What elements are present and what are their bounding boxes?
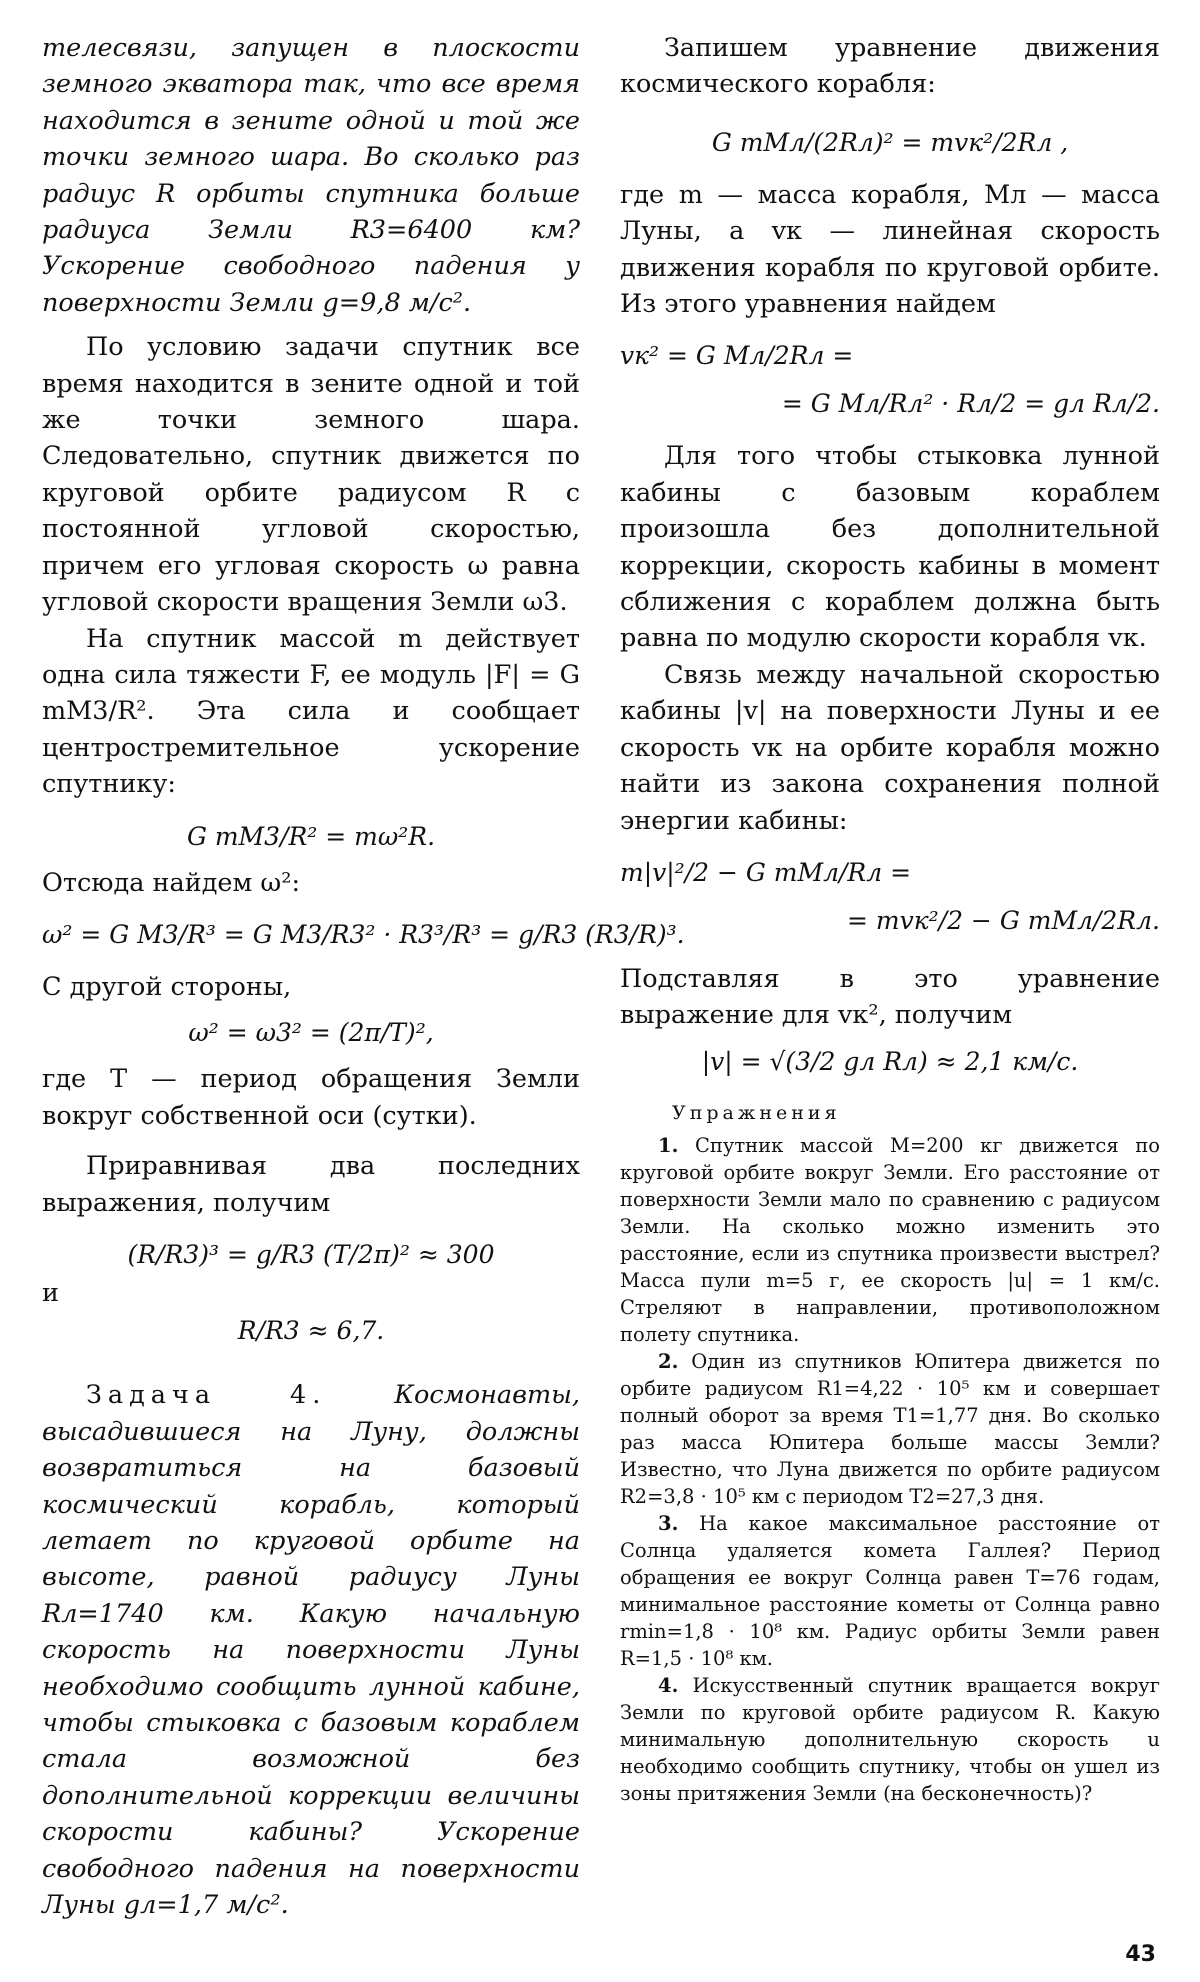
paragraph-docking: Для того чтобы стыковка лунной кабины с базовым кораблем произошла без дополнительной коррекции, скорость кабины в момент сближения с кораблем должна быть равна по модулю скорости корабля vк. bbox=[620, 441, 1160, 654]
paragraph-gravity-force: На спутник массой m действует одна сила тяжести F, ее модуль |F| = G mM3/R². Эта сила и сообщает центростремительное ускорение спутнику: bbox=[42, 623, 580, 800]
task4-text: Космонавты, высадившиеся на Луну, должны возвратиться на базовый космический корабль, который летает по круговой орбите на высоте, равной радиусу Луны Rл=1740 км. Какую начальную скорость на поверхности Луны необходимо сообщить лунной кабине, чтобы стыковка с базовым кораблем стала возможной без дополнительной коррекции величины скорости кабины? Ускорение свободного падения на поверхности Луны gл=1,7 м/с². bbox=[42, 1380, 580, 1921]
exercise-item bbox=[620, 1348, 1160, 1510]
text-period-definition: где T — период обращения Земли вокруг собственной оси (сутки). bbox=[42, 1064, 580, 1131]
exercise-number: 3. bbox=[658, 1511, 679, 1535]
exercise-text: Один из спутников Юпитера движется по орбите радиусом R1=4,22 · 10⁵ км и совершает полный оборот за время T1=1,77 дня. Во сколько раз масса Юпитера больше массы Земли? Известно, что Луна движется по орбите радиусом R2=3,8 · 10⁵ км с периодом T2=27,3 дня. bbox=[620, 1349, 1160, 1508]
equation-ratio-result: R/R3 ≈ 6,7. bbox=[237, 1316, 385, 1346]
text-substituting: Подставляя в это уравнение выражение для vк², получим bbox=[620, 963, 1160, 1031]
equation-orbital-speed-2: = G Mл/Rл² · Rл/2 = gл Rл/2. bbox=[781, 389, 1160, 419]
equation-ratio-cubed: (R/R3)³ = g/R3 (T/2π)² ≈ 300 bbox=[127, 1239, 495, 1269]
exercise-item bbox=[620, 1672, 1160, 1807]
text-write-equation: Запишем уравнение движения космического корабля: bbox=[620, 33, 1160, 100]
exercises-heading: Упражнения bbox=[672, 1101, 841, 1124]
equation-omega-period: ω² = ω3² = (2π/T)², bbox=[188, 1018, 434, 1048]
exercise-number: 2. bbox=[658, 1349, 679, 1373]
text-equating: Приравнивая два последних выражения, получим bbox=[42, 1151, 580, 1218]
equation-energy-1: m|v|²/2 − G mMл/Rл = bbox=[620, 857, 912, 887]
left-column bbox=[42, 30, 685, 1923]
exercise-list bbox=[620, 1132, 1160, 1807]
paragraph-satellite-zenith: По условию задачи спутник все время находится в зените одной и той же точки земного шара. Следовательно, спутник движется по круговой орбите радиусом R с постоянной угловой скоростью, причем его угловая скорость ω равна угловой скорости вращения Земли ω3. bbox=[42, 332, 580, 618]
problem3-tail: телесвязи, запущен в плоскости земного экватора так, что все время находится в зените одной и той же точки земного шара. Во сколько раз радиус R орбиты спутника больше радиуса Земли R3=6400 км? Ускорение свободного падения у поверхности Земли g=9,8 м/с². bbox=[42, 33, 580, 318]
exercise-item bbox=[620, 1510, 1160, 1672]
exercise-number: 4. bbox=[658, 1673, 679, 1697]
exercise-item bbox=[620, 1132, 1160, 1348]
text-from-here: Отсюда найдем ω²: bbox=[42, 867, 301, 898]
task4-paragraph bbox=[42, 1377, 580, 1923]
text-and: и bbox=[42, 1277, 59, 1308]
task4-label: Задача 4. bbox=[86, 1380, 327, 1411]
exercise-text: Искусственный спутник вращается вокруг Земли по круговой орбите радиусом R. Какую минимальную дополнительную скорость u необходимо сообщить спутнику, чтобы он ушел из зоны притяжения Земли (на бесконечность)? bbox=[620, 1673, 1160, 1805]
equation-final-speed: |v| = √(3/2 gл Rл) ≈ 2,1 км/с. bbox=[701, 1046, 1079, 1076]
equation-energy-2: = mvк²/2 − G mMл/2Rл. bbox=[846, 905, 1160, 935]
page-number: 43 bbox=[1125, 1942, 1156, 1967]
right-column bbox=[620, 30, 1160, 1807]
exercise-number: 1. bbox=[658, 1133, 679, 1157]
equation-omega-squared: ω² = G M3/R³ = G M3/R3² · R3³/R³ = g/R3 (R3/R)³. bbox=[42, 919, 685, 949]
equation-ship-motion: G mMл/(2Rл)² = mvк²/2Rл , bbox=[711, 127, 1069, 157]
text-mass-definitions: где m — масса корабля, Mл — масса Луны, а vк — линейная скорость движения корабля по круговой орбите. Из этого уравнения найдем bbox=[620, 179, 1160, 320]
paragraph-energy-link: Связь между начальной скоростью кабины |v| на поверхности Луны и ее скорость vк на орбите корабля можно найти из закона сохранения полной энергии кабины: bbox=[620, 659, 1160, 836]
equation-centripetal: G mM3/R² = mω²R. bbox=[186, 821, 436, 851]
equation-orbital-speed-1: vк² = G Mл/2Rл = bbox=[620, 341, 854, 371]
exercise-text: На какое максимальное расстояние от Солнца удаляется комета Галлея? Период обращения ее вокруг Солнца равен T=76 годам, минимальное расстояние кометы от Солнца равно rmin=1,8 · 10⁸ км. Радиус орбиты Земли равен R=1,5 · 10⁸ км. bbox=[620, 1511, 1160, 1670]
exercise-text: Спутник массой M=200 кг движется по круговой орбите вокруг Земли. Его расстояние от поверхности Земли мало по сравнению с радиусом Земли. На сколько можно изменить это расстояние, если из спутника произвести выстрел? Масса пули m=5 г, ее скорость |u| = 1 км/с. Стреляют в направлении, противоположном полету спутника. bbox=[620, 1133, 1160, 1346]
text-other-side: С другой стороны, bbox=[42, 971, 292, 1002]
